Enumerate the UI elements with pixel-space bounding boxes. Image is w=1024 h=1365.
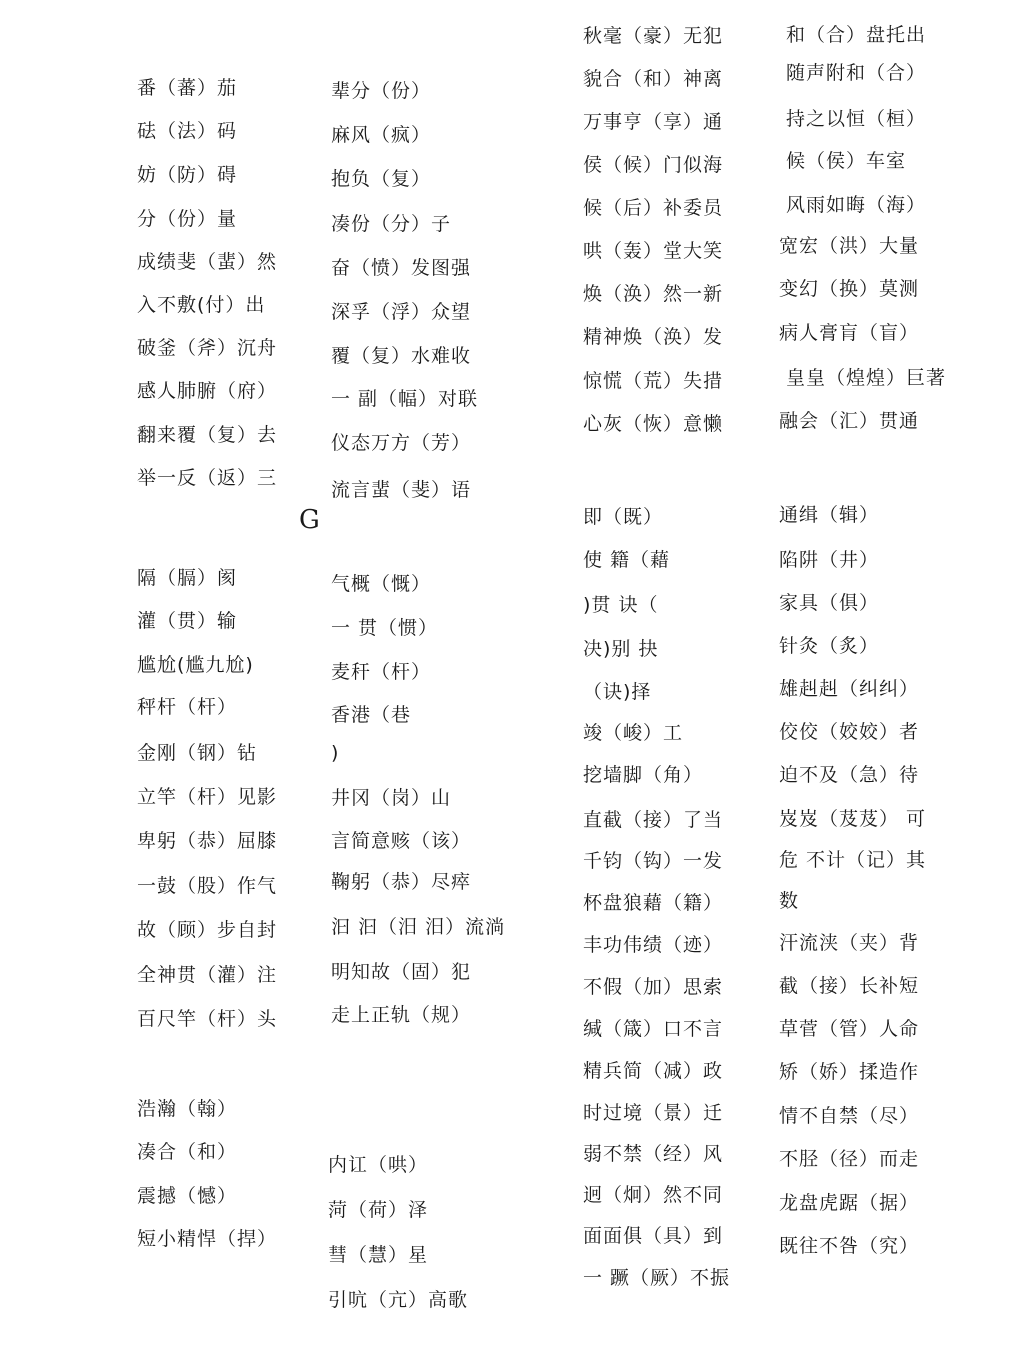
word-item: 深孚（浮）众望: [331, 301, 472, 323]
word-item: 迫不及（急）待: [779, 764, 920, 786]
word-item: 菏（荷）泽: [328, 1199, 429, 1221]
word-item: 麦秆（杆）: [331, 661, 432, 683]
word-item: 汩 汩（汨 汨）流淌: [331, 916, 506, 938]
word-item: 奋（愤）发图强: [331, 257, 472, 279]
word-item: 汗流浃（夹）背: [779, 932, 920, 954]
word-item: 翻来覆（复）去: [137, 424, 278, 446]
word-item: 持之以恒（桓）: [786, 108, 927, 130]
word-item: 百尺竿（杆）头: [137, 1008, 278, 1030]
word-item: 震撼（憾）: [137, 1185, 238, 1207]
word-item: 既往不咎（究）: [779, 1235, 920, 1257]
word-item: 使 籍（藉: [583, 549, 671, 571]
word-item: 焕（涣）然一新: [583, 283, 724, 305]
word-item: 皇皇（煌煌）巨著: [786, 367, 947, 389]
word-item: 气概（慨）: [331, 573, 432, 595]
word-item: 缄（箴）口不言: [583, 1018, 724, 1040]
word-item: 惊慌（荒）失措: [583, 370, 724, 392]
word-item: 麻风（疯）: [331, 124, 432, 146]
word-item: 不胫（径）而走: [779, 1148, 920, 1170]
word-item: 尴尬(尴九尬): [137, 654, 254, 676]
word-item: 隔（膈）阂: [137, 567, 238, 589]
word-item: 针灸（炙）: [779, 635, 880, 657]
word-item: 一 蹶（厥）不振: [583, 1267, 731, 1289]
word-item: 佼佼（姣姣）者: [779, 721, 920, 743]
word-item: 番（蕃）茄: [137, 77, 238, 99]
word-item: 数: [779, 890, 800, 912]
word-item: 雄赳赳（纠纠）: [779, 678, 920, 700]
word-item: 成绩斐（蜚）然: [137, 251, 278, 273]
word-item: 井冈（岗）山: [331, 787, 452, 809]
word-item: 挖墙脚（角）: [583, 764, 704, 786]
word-item: 变幻（换）莫测: [779, 278, 920, 300]
word-item: 入不敷(付）出: [137, 294, 266, 316]
word-item: 竣（峻）工: [583, 722, 684, 744]
word-item: 一 副（幅）对联: [331, 388, 479, 410]
word-item: 精神焕（涣）发: [583, 326, 724, 348]
word-item: 辈分（份）: [331, 80, 432, 102]
word-item: 迥（炯）然不同: [583, 1184, 724, 1206]
word-item: 覆（复）水难收: [331, 345, 472, 367]
word-item: 情不自禁（尽）: [779, 1105, 920, 1127]
word-item: 候（后）补委员: [583, 197, 724, 219]
word-item: )贯 诀（: [583, 594, 659, 616]
word-item: 短小精悍（捍）: [137, 1228, 278, 1250]
word-item: 引吭（亢）高歌: [328, 1289, 469, 1311]
word-item: 分（份）量: [137, 208, 238, 230]
word-item: 卑躬（恭）屈膝: [137, 830, 278, 852]
word-item: 和（合）盘托出: [786, 24, 927, 46]
word-item: 秋毫（豪）无犯: [583, 25, 724, 47]
word-item: 言简意赅（该）: [331, 830, 472, 852]
word-item: 一 贯（惯）: [331, 617, 439, 639]
word-item: 妨（防）碍: [137, 164, 238, 186]
word-item: 不假（加）思索: [583, 976, 724, 998]
word-item: 举一反（返）三: [137, 467, 278, 489]
word-item: 龙盘虎踞（据）: [779, 1192, 920, 1214]
word-item: 香港（巷: [331, 704, 412, 726]
word-item: 草菅（管）人命: [779, 1018, 920, 1040]
word-item: 鞠躬（恭）尽瘁: [331, 871, 472, 893]
word-item: 丰功伟绩（迹）: [583, 934, 724, 956]
word-item: 通缉（辑）: [779, 504, 880, 526]
word-item: 灌（贯）输: [137, 610, 238, 632]
word-item: 家具（俱）: [779, 592, 880, 614]
word-item: 直截（接）了当: [583, 809, 724, 831]
word-item: 风雨如晦（海）: [786, 194, 927, 216]
word-item: 走上正轨（规）: [331, 1004, 472, 1026]
word-item: 杯盘狼藉（籍）: [583, 892, 724, 914]
word-item: 矫（娇）揉造作: [779, 1061, 920, 1083]
word-item: 哄（轰）堂大笑: [583, 240, 724, 262]
word-item: 心灰（恢）意懒: [583, 413, 724, 435]
word-item: 内讧（哄）: [328, 1154, 429, 1176]
word-item: 面面俱（具）到: [583, 1225, 724, 1247]
word-item: 侯（候）门似海: [583, 154, 724, 176]
word-item: 融会（汇）贯通: [779, 410, 920, 432]
word-item: 流言蜚（斐）语: [331, 479, 472, 501]
word-item: （诀)择: [583, 681, 652, 703]
word-item: 秤杆（杆）: [137, 696, 238, 718]
word-item: 决)别 抉: [583, 638, 659, 660]
word-item: 金刚（钢）钻: [137, 742, 258, 764]
word-item: 病人膏肓（盲）: [779, 322, 920, 344]
word-item: 全神贯（灌）注: [137, 964, 278, 986]
word-item: 随声附和（合）: [786, 62, 927, 84]
word-item: 浩瀚（翰）: [137, 1098, 238, 1120]
word-item: 感人肺腑（府）: [137, 380, 278, 402]
word-item: 万事亨（享）通: [583, 111, 724, 133]
word-item: 精兵简（减）政: [583, 1060, 724, 1082]
word-item: 立竿（杆）见影: [137, 786, 278, 808]
word-item: 砝（法）码: [137, 120, 238, 142]
word-item: 截（接）长补短: [779, 975, 920, 997]
word-item: 故（顾）步自封: [137, 919, 278, 941]
word-item: 陷阱（井）: [779, 549, 880, 571]
word-item: ): [331, 742, 340, 764]
section-heading-g: G: [299, 505, 320, 535]
word-item: 时过境（景）迁: [583, 1102, 724, 1124]
word-item: 千钧（钩）一发: [583, 850, 724, 872]
word-item: 即（既）: [583, 506, 664, 528]
word-item: 抱负（复）: [331, 168, 432, 190]
word-item: 破釜（斧）沉舟: [137, 337, 278, 359]
word-item: 明知故（固）犯: [331, 961, 472, 983]
word-item: 一鼓（股）作气: [137, 875, 278, 897]
word-item: 弱不禁（经）风: [583, 1143, 724, 1165]
word-item: 岌岌（芨芨） 可: [779, 808, 927, 830]
word-item: 凑合（和）: [137, 1141, 238, 1163]
word-item: 貌合（和）神离: [583, 68, 724, 90]
word-item: 宽宏（洪）大量: [779, 235, 920, 257]
word-item: 凑份（分）子: [331, 213, 452, 235]
word-item: 仪态万方（芳）: [331, 432, 472, 454]
word-item: 危 不计（记）其: [779, 849, 927, 871]
word-item: 候（侯）车室: [786, 150, 907, 172]
word-item: 彗（慧）星: [328, 1244, 429, 1266]
